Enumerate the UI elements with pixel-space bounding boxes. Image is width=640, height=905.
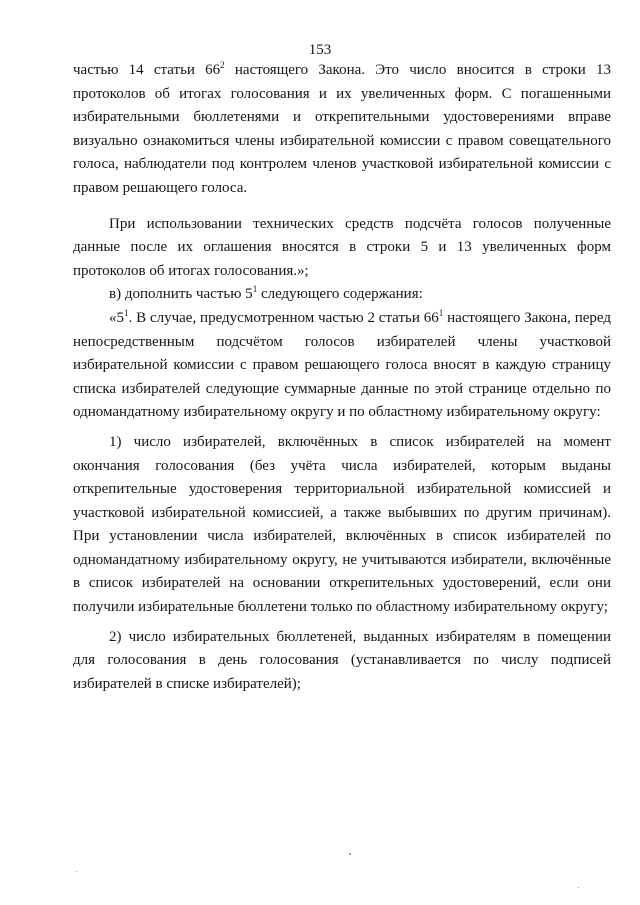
p1-text-a: частью 14 статьи 66 — [73, 62, 221, 78]
paragraph-technical-means: При использовании технических средств подсчёта голосов полученные данные после их оглашения вносятся в строки 5 и 13 увеличенных форм протоколов об итогах голосования.»; — [73, 215, 611, 279]
p1-text-b: настоящего Закона. Это число вносится в строки 13 протоколов об итогах голосования и их увеличенных форм. С погашенными избирательными бюллетенями и открепительными удостоверениями вправе визуально ознакомиться члены избирательной комиссии с правом совещательного голоса, наблюдатели под контролем членов участковой избирательной комиссии с правом решающего голоса. — [73, 62, 611, 196]
paragraph-part-5-1 — [73, 307, 611, 425]
p4-text-c: настоящего Закона, перед непосредственным подсчётом голосов избирателей члены участковой избирательной комиссии с правом решающего голоса вносят в каждую страницу списка избирателей следующие суммарные данные по этой странице отдельно по одномандатному избирательному округу и по областному избирательному округу: — [73, 309, 611, 421]
scan-speck — [578, 887, 579, 888]
page-number: 153 — [308, 42, 332, 58]
document-body — [73, 59, 611, 696]
list-item-1: 1) число избирателей, включённых в список избирателей на момент окончания голосования (без учёта числа избирателей, которым выданы открепительные удостоверения территориальной избирательной комиссией и участковой избирательной комиссией, а также выбывших по другим причинам). При установлении числа избирателей, включённых в список избирателей по одномандатному избирательному округу, не учитываются избиратели, включённые в список избирателей на основании открепительных удостоверений, если они получили избирательные бюллетени только по областному избирательному округу; — [73, 433, 611, 616]
paragraph-amendment-v — [73, 283, 611, 307]
p4-superscript-2: 1 — [438, 307, 444, 318]
p4-superscript-1: 1 — [124, 307, 129, 318]
p4-text-a: «5 — [109, 309, 124, 326]
p3-superscript: 1 — [252, 284, 258, 295]
paragraph-continuation — [73, 59, 611, 201]
p1-superscript: 2 — [220, 60, 225, 70]
scan-speck — [76, 871, 77, 872]
list-item-2: 2) число избирательных бюллетеней, выданных избирателям в помещении для голосования в день голосования (устанавливается по числу подписей избирателей в списке избирателей); — [73, 628, 611, 692]
p4-text-b: . В случае, предусмотренном частью 2 статьи 66 — [128, 309, 439, 326]
p3-text-b: следующего содержания: — [257, 286, 423, 303]
scan-speck — [349, 853, 351, 855]
p3-text-a: в) дополнить частью 5 — [109, 286, 253, 303]
